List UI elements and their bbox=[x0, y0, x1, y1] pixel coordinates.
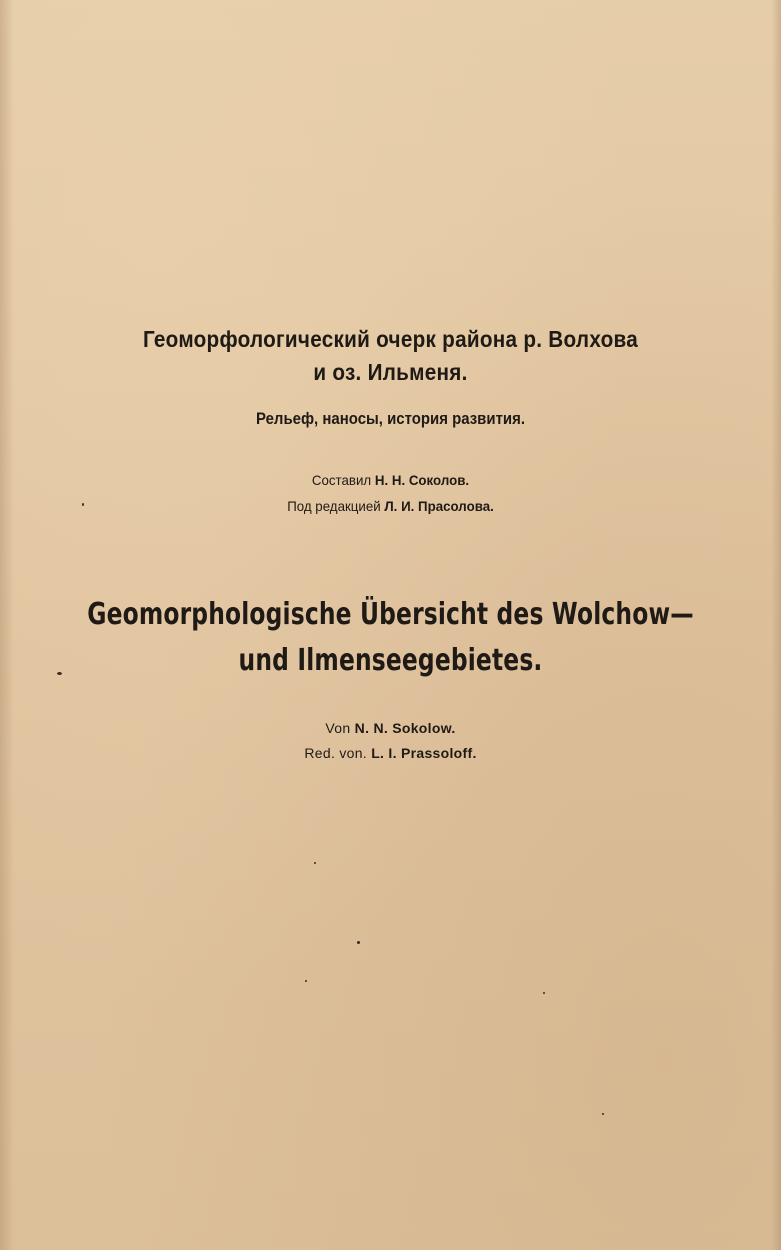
paper-speck bbox=[82, 503, 84, 506]
german-editor-label: Red. von. bbox=[304, 745, 367, 761]
russian-title-line-1: Геоморфологический очерк района р. Волхова bbox=[142, 326, 639, 352]
german-editor-credit bbox=[0, 745, 781, 761]
editor-name: Л. И. Прасолова. bbox=[384, 498, 494, 514]
russian-editor-credit bbox=[20, 498, 762, 514]
edited-label: Под редакцией bbox=[287, 498, 381, 514]
paper-speck bbox=[314, 862, 316, 864]
german-author-credit bbox=[0, 720, 781, 736]
author-name: N. N. Sokolow. bbox=[354, 720, 456, 736]
compiler-name: Н. Н. Соколов. bbox=[374, 472, 470, 488]
paper-speck bbox=[357, 941, 360, 944]
german-title-line-1: Geomorphologische Übersicht des Wolchow— bbox=[87, 597, 694, 632]
paper-speck bbox=[602, 1113, 604, 1115]
compiled-label: Составил bbox=[311, 472, 372, 488]
russian-compiler-credit bbox=[20, 472, 762, 488]
german-title-line-2: und Ilmenseegebietes. bbox=[238, 643, 543, 678]
russian-title-line-2: и оз. Ильменя. bbox=[313, 359, 468, 385]
german-editor-name: L. I. Prassoloff. bbox=[371, 745, 477, 761]
paper-speck bbox=[543, 992, 545, 994]
author-label: Von bbox=[325, 720, 351, 736]
paper-speck bbox=[305, 980, 307, 982]
paper-speck bbox=[57, 672, 62, 675]
russian-subtitle: Рельеф, наносы, история развития. bbox=[256, 409, 525, 428]
